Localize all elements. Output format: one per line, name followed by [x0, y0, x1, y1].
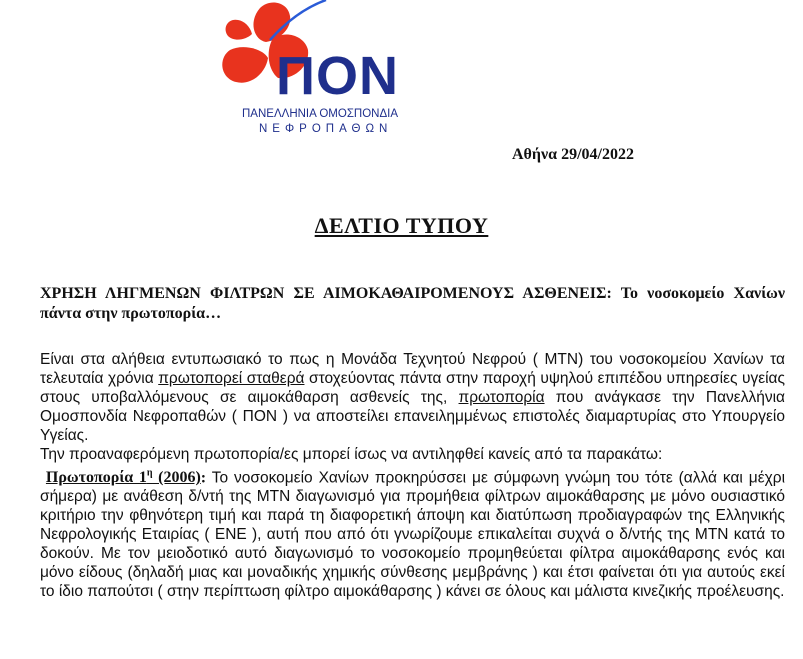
paragraph-transition: Την προαναφερόμενη πρωτοπορία/ες μπορεί ίσως να αντιληφθεί κανείς από τα παρακάτω:	[40, 446, 663, 463]
organization-name-line1: ΠΑΝΕΛΛΗΝΙΑ ΟΜΟΣΠΟΝΔΙΑ	[242, 108, 399, 120]
item-lead	[46, 469, 201, 486]
item-lead-word: Πρωτοπορία 1	[45, 469, 147, 487]
item-lead-year: (2006)	[152, 469, 201, 487]
document-title: ΔΕΛΤΙΟ ΤΥΠΟΥ	[314, 213, 489, 238]
paragraph-text: που ανάγκασε την Πανελλήνια Ομοσπονδία Νεφροπαθών ( ΠΟΝ ) να αποστείλει επανειλημμένως επιστολές διαμαρτυρίας στο Υπουργείο Υγείας.	[40, 389, 785, 444]
underlined-phrase: πρωτοπορεί σταθερά	[158, 370, 305, 387]
paragraph-text: Είναι στα αλήθεια εντυπωσιακό το πως η Μονάδα Τεχνητού Νεφρού ( ΜΤΝ) του νοσοκομείου Χανίων τα τελευταία χρόνια	[40, 351, 785, 387]
document-body	[40, 350, 785, 601]
paragraph-intro	[40, 350, 785, 445]
item-lead-colon: :	[200, 469, 207, 487]
logo-wordmark: ΠΟΝ	[276, 46, 399, 106]
underlined-phrase: πρωτοπορία	[458, 389, 545, 406]
press-release-heading: ΧΡΗΣΗ ΛΗΓΜΕΝΩΝ ΦΙΛΤΡΩΝ ΣΕ ΑΙΜΟΚΑΘΑΙΡΟΜΕΝΟΥΣ ΑΣΘΕΝΕΙΣ: Το νοσοκομείο Χανίων πάντα στην πρωτοπορία…	[40, 285, 785, 322]
organization-name-line2: ΝΕΦΡΟΠΑΘΩΝ	[259, 123, 393, 135]
organization-logo	[208, 0, 438, 140]
paragraph-first-item	[40, 464, 785, 601]
item-lead-superscript: η	[146, 468, 153, 479]
paragraph-text: στοχεύοντας πάντα στην παροχή υψηλού επιπέδου υπηρεσίες υγείας στους υποβαλλόμενους σε αιμοκάθαρση ασθενείς της,	[40, 370, 785, 406]
document-date: Αθήνα 29/04/2022	[512, 146, 634, 163]
paragraph-text: Το νοσοκομείο Χανίων προκηρύσσει με σύμφωνη γνώμη του τότε (αλλά και μέχρι σήμερα) με ανάθεση δ/ντή της ΜΤΝ διαγωνισμό για προμήθεια φίλτρων αιμοκάθαρσης με μόνο ουσιαστικό κριτήριο την φθηνότερη τιμή και παρά τη διαφορετική άποψη και διατύπωση προδιαγραφών της Ελληνικής Νεφρολογικής Εταιρίας ( ΕΝΕ ), αυτή που από ότι γνωρίζουμε επικαλείται συχνά ο δ/ντής της ΜΤΝ κατά το δοκούν. Με τον μειοδοτικό αυτό διαγωνισμό το νοσοκομείο προμηθεύεται φίλτρα αιμοκάθαρσης ενός και μόνο είδους (δηλαδή μιας και μοναδικής χημικής σύνθεσης μεμβράνης ) και έτσι φαίνεται ότι για αυτούς εκεί το ίδιο παπούτσι ( στην περίπτωση φίλτρο αιμοκάθαρσης ) κάνει σε όλους και μάλιστα κινεζικής προέλευσης.	[40, 469, 786, 601]
